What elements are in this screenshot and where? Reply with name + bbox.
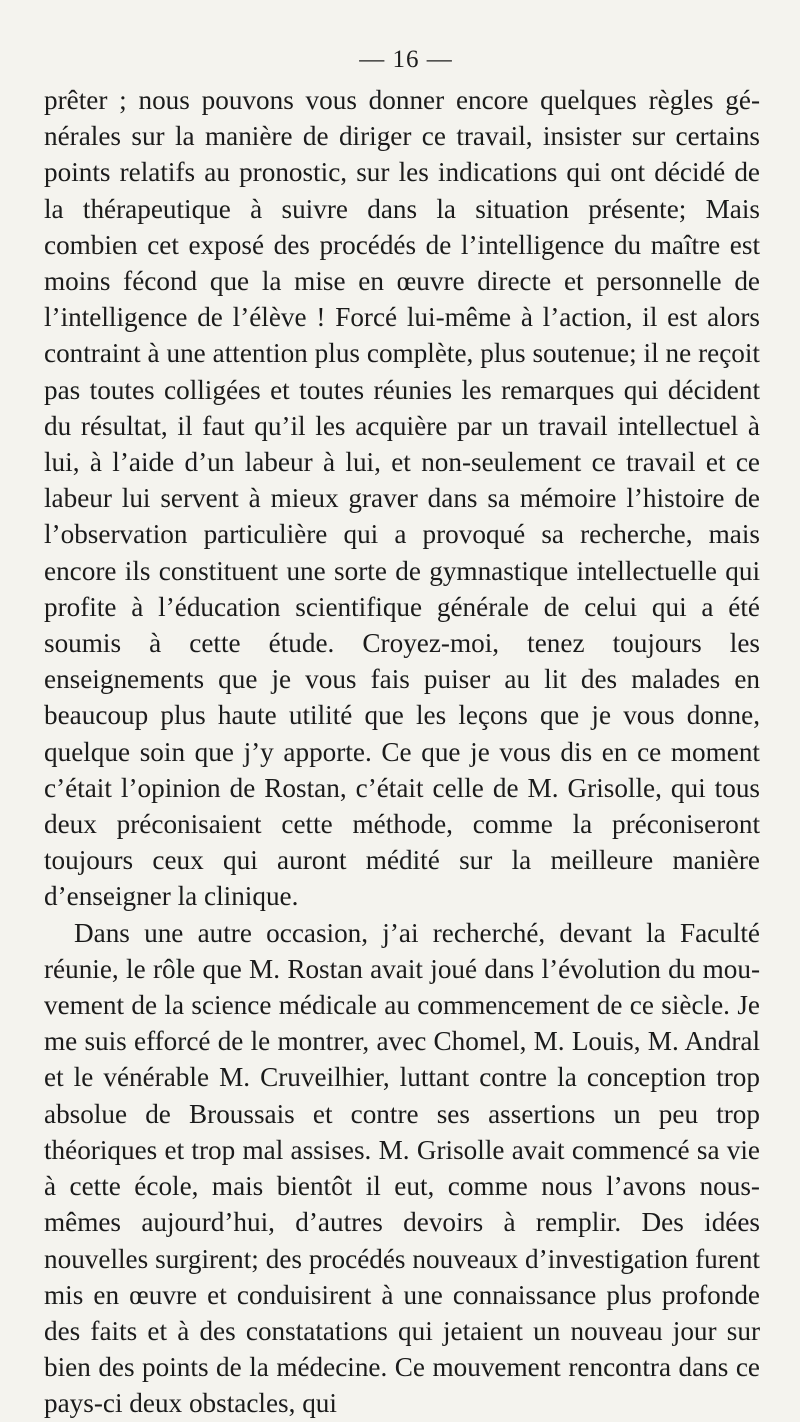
paragraph-1: prêter ; nous pouvons vous donner encore quelques règles générales sur la manière de diriger ce travail, insister sur certains points relatifs au pronostic, sur les indications qui ont décidé de la thérapeutique à suivre dans la situation présente; Mais combien cet exposé des procédés de l’intelligence du maître est moins fécond que la mise en œuvre directe et personnelle de l’intelligence de l’élève ! Forcé lui-même à l’action, il est alors contraint à une attention plus complète, plus soutenue; il ne reçoit pas toutes colligées et toutes réunies les remarques qui décident du résultat, il faut qu’il les acquière par un travail intellectuel à lui, à l’aide d’un labeur à lui, et non-seulement ce travail et ce labeur lui servent à mieux graver dans sa mémoire l’histoire de l’observation particulière qui a provoqué sa recherche, mais encore ils constituent une sorte de gymnastique intellectuelle qui profite à l’éducation scientifique générale de celui qui a été soumis à cette étude. Croyez-moi, tenez toujours les enseignements que je vous fais puiser au lit des malades en beaucoup plus haute utilité que les leçons que je vous donne, quelque soin que j’y apporte. Ce que je vous dis en ce moment c’était l’opinion de Rostan, c’était celle de M. Grisolle, qui tous deux préconisaient cette méthode, comme la préconiseront toujours ceux qui auront médité sur la meilleure manière d’enseigner la clinique. [44, 85, 760, 912]
body-text [44, 82, 760, 1422]
paragraph-2: Dans une autre occasion, j’ai recherché, devant la Faculté réunie, le rôle que M. Rostan avait joué dans l’évolution du mouvement de la science médicale au commencement de ce siècle. Je me suis efforcé de le montrer, avec Chomel, M. Louis, M. Andral et le vénérable M. Cruveilhier, luttant contre la conception trop absolue de Broussais et contre ses assertions un peu trop théoriques et trop mal assises. M. Grisolle avait commencé sa vie à cette école, mais bientôt il eut, comme nous l’avons nous-mêmes aujourd’hui, d’autres devoirs à remplir. Des idées nouvelles surgirent; des procédés nouveaux d’investigation furent mis en œuvre et conduisirent à une connaissance plus profonde des faits et à des constatations qui jetaient un nouveau jour sur bien des points de la médecine. Ce mouvement rencontra dans ce pays-ci deux obstacles, qui [44, 917, 760, 1419]
page-number: — 16 — [359, 46, 453, 73]
